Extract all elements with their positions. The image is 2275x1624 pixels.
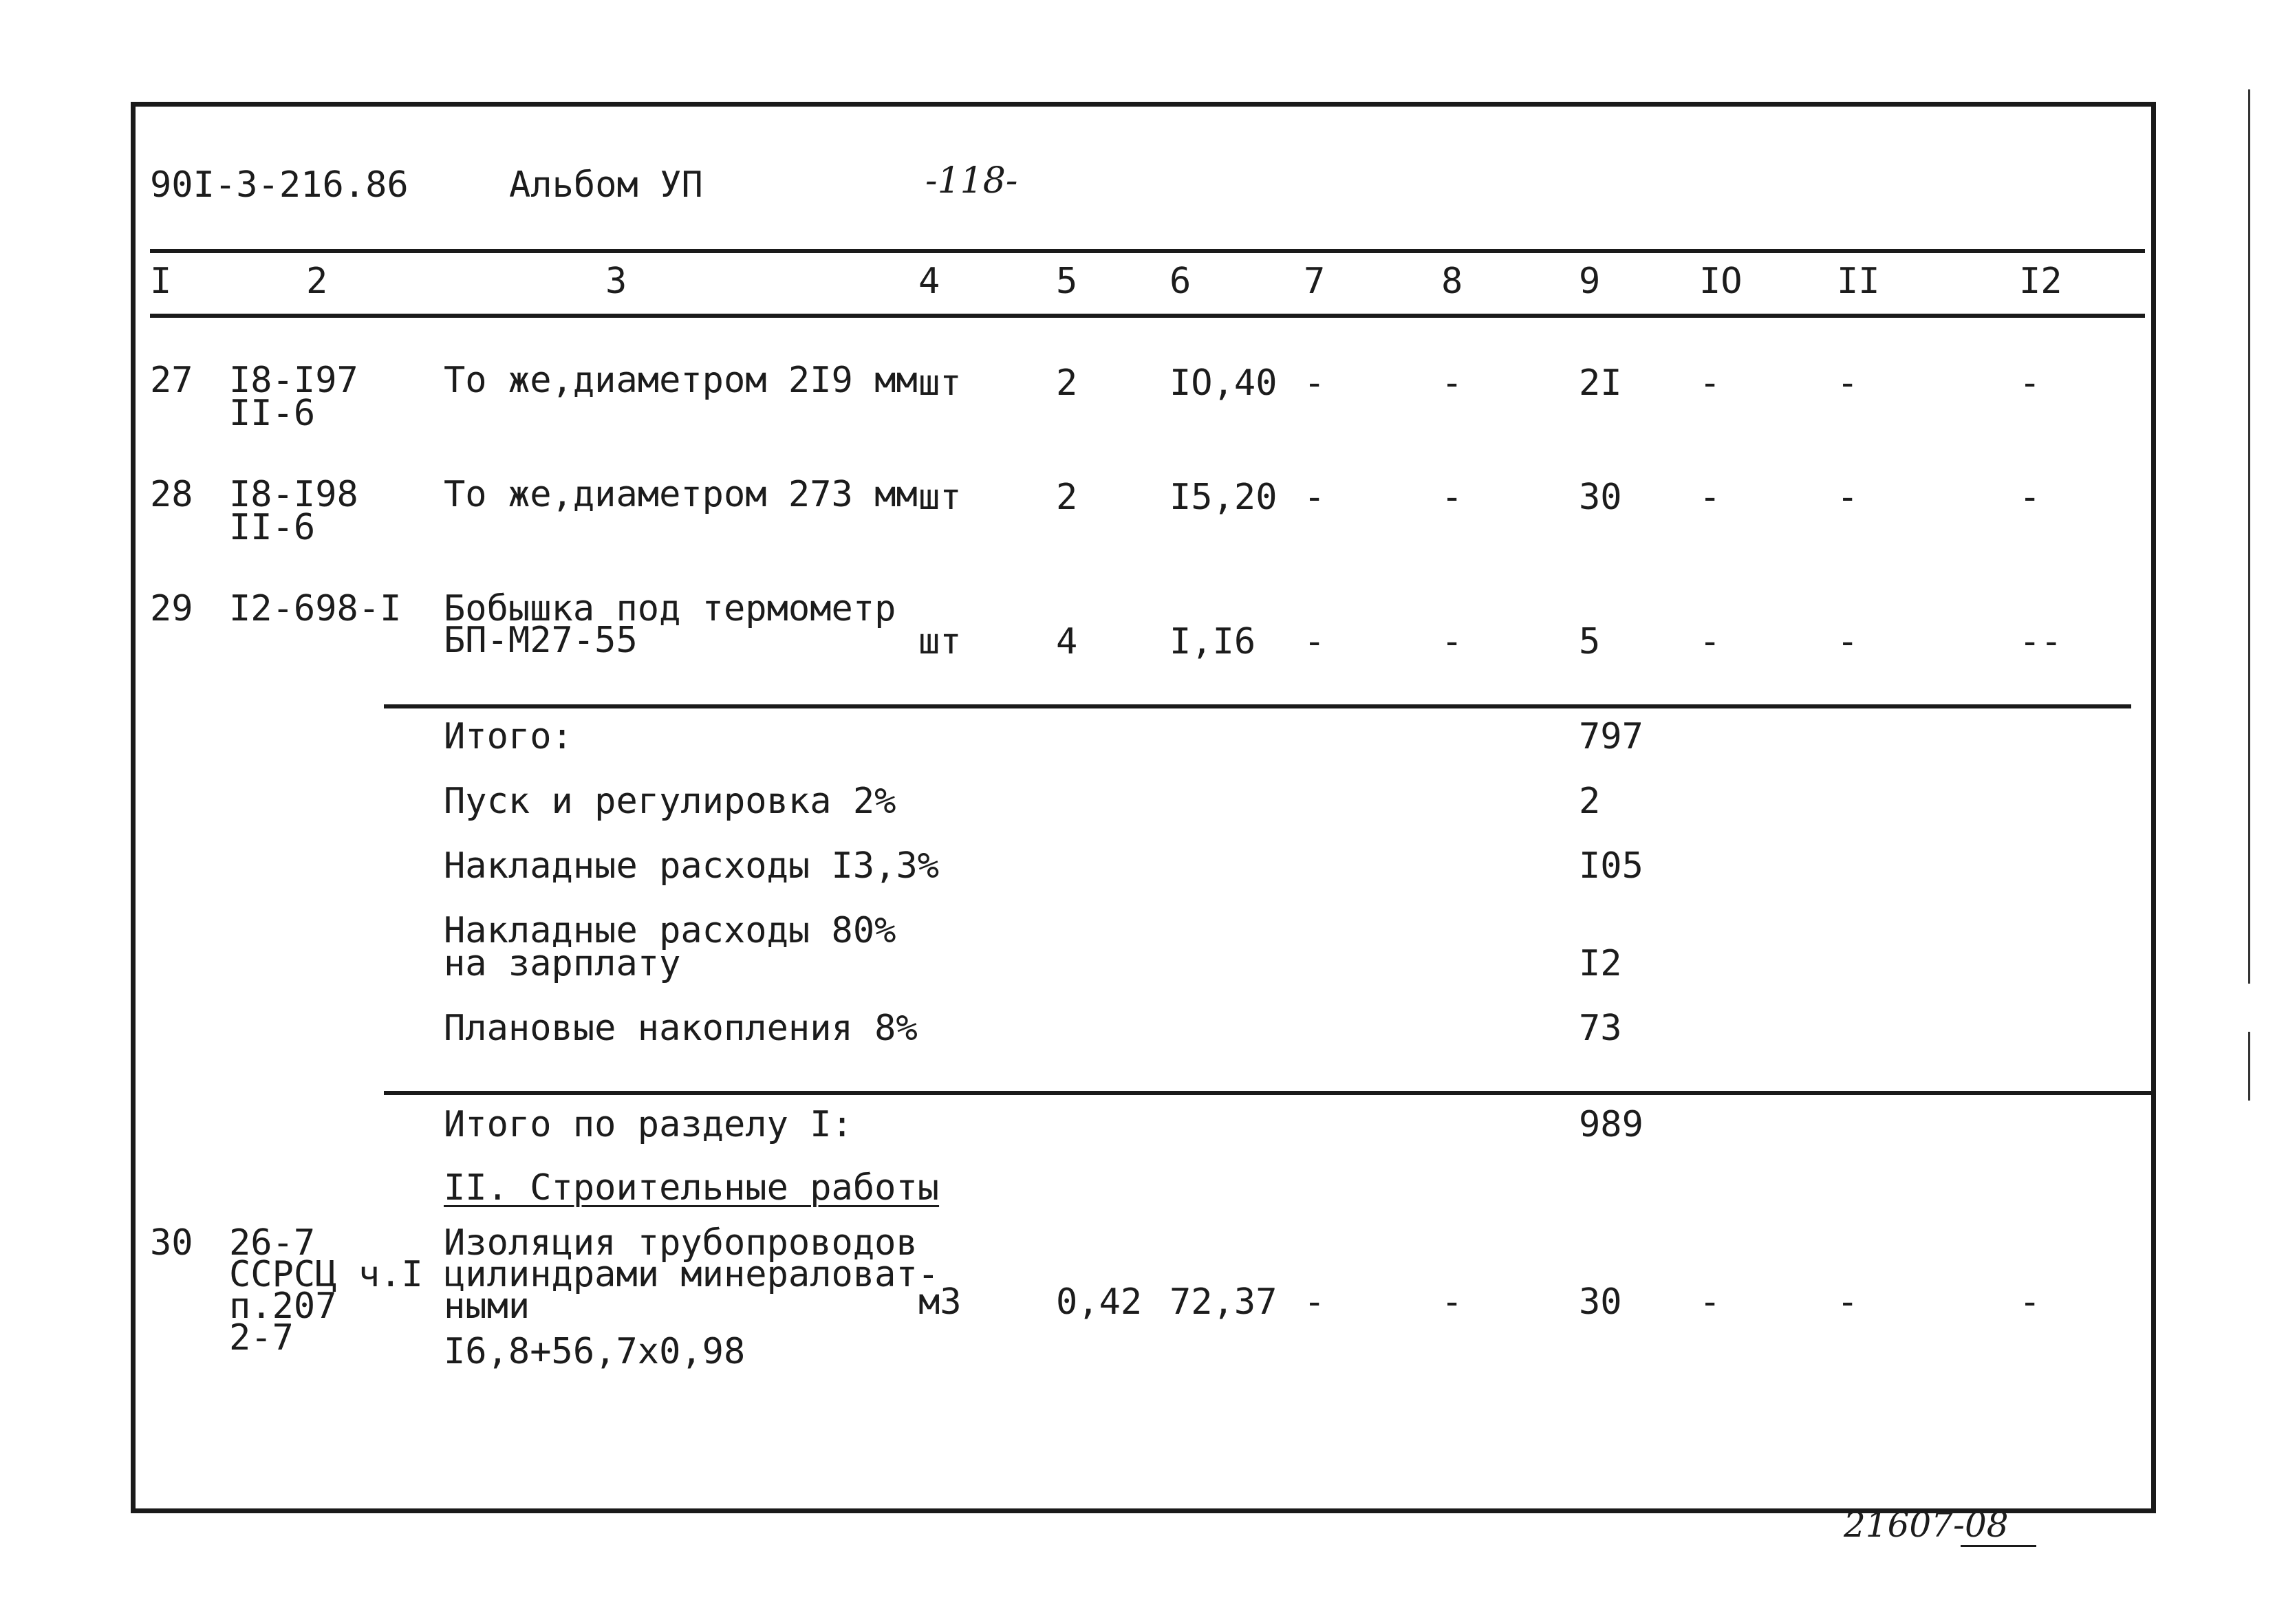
row-name: Бобышка под термометр xyxy=(444,588,896,629)
summary-planned-label: Плановые накопления 8% xyxy=(444,1008,918,1049)
summary-total-value: 797 xyxy=(1579,716,1643,757)
row-col10: - xyxy=(1699,477,1721,518)
row-price: 72,37 xyxy=(1169,1281,1277,1323)
col-header-7: 7 xyxy=(1304,261,1326,302)
section-total-label: Итого по разделу I: xyxy=(444,1104,853,1145)
summary-overhead-wage-label-line2: на зарплату xyxy=(444,943,681,984)
summary-overhead-wage-value: I2 xyxy=(1579,943,1622,984)
header-bottom-rule xyxy=(150,314,2145,318)
row-code: I8-I97 xyxy=(229,360,358,401)
row-col12: - xyxy=(2019,1281,2041,1323)
col-header-11: II xyxy=(1837,261,1880,302)
row-col11: - xyxy=(1837,1281,1859,1323)
col-header-10: IO xyxy=(1699,261,1743,302)
summary-overhead-wage-label: Накладные расходы 80% xyxy=(444,910,896,951)
row-col9: 30 xyxy=(1579,477,1622,518)
subtotal-rule xyxy=(384,704,2131,708)
row-col8: - xyxy=(1441,362,1463,404)
col-header-3: 3 xyxy=(605,261,627,302)
row-code-line2: ССРСЦ ч.I xyxy=(229,1254,423,1295)
row-col8: - xyxy=(1441,621,1463,662)
row-code-line2: II-6 xyxy=(229,393,316,434)
row-col7: - xyxy=(1304,477,1326,518)
row-unit: м3 xyxy=(918,1281,962,1323)
row-qty: 2 xyxy=(1056,362,1078,404)
row-qty: 0,42 xyxy=(1056,1281,1143,1323)
row-code-line4: 2-7 xyxy=(229,1317,294,1358)
row-unit: шт xyxy=(918,362,962,404)
col-header-8: 8 xyxy=(1441,261,1463,302)
row-name: Изоляция трубопроводов xyxy=(444,1222,918,1264)
row-col11: - xyxy=(1837,477,1859,518)
row-col12: - xyxy=(2019,362,2041,404)
col-header-1: I xyxy=(150,261,172,302)
section-total-value: 989 xyxy=(1579,1104,1643,1145)
row-no: 29 xyxy=(150,588,193,629)
col-header-2: 2 xyxy=(306,261,328,302)
page-number: -118- xyxy=(925,160,1018,202)
row-col10: - xyxy=(1699,621,1721,662)
row-code: I8-I98 xyxy=(229,474,358,515)
row-col9: 30 xyxy=(1579,1281,1622,1323)
col-header-12: I2 xyxy=(2019,261,2062,302)
row-name-line2: БП-М27-55 xyxy=(444,620,638,661)
section-total-rule xyxy=(384,1091,2152,1095)
album-label: Альбом УП xyxy=(509,164,703,206)
row-col8: - xyxy=(1441,1281,1463,1323)
row-col11: - xyxy=(1837,362,1859,404)
section2-title: II. Строительные работы xyxy=(444,1167,940,1209)
row-no: 30 xyxy=(150,1222,193,1264)
row-qty: 4 xyxy=(1056,621,1078,662)
row-no: 28 xyxy=(150,474,193,515)
row-col11: - xyxy=(1837,621,1859,662)
row-price: IO,40 xyxy=(1169,362,1277,404)
summary-startup-value: 2 xyxy=(1579,781,1601,822)
summary-total-label: Итого: xyxy=(444,716,573,757)
right-edge-dash xyxy=(2248,1032,2250,1101)
summary-overhead-label: Накладные расходы I3,3% xyxy=(444,845,940,887)
row-col9: 5 xyxy=(1579,621,1601,662)
row-formula: I6,8+56,7х0,98 xyxy=(444,1331,746,1372)
row-col7: - xyxy=(1304,621,1326,662)
row-code: 26-7 xyxy=(229,1222,316,1264)
right-edge-line xyxy=(2248,89,2250,984)
row-col8: - xyxy=(1441,477,1463,518)
row-col10: - xyxy=(1699,1281,1721,1323)
row-name-line2: цилиндрами минераловат- xyxy=(444,1254,940,1295)
footer-stamp-underline xyxy=(1961,1545,2036,1547)
row-col7: - xyxy=(1304,362,1326,404)
header-top-rule xyxy=(150,249,2145,253)
row-code-line2: II-6 xyxy=(229,507,316,548)
row-name: То же,диаметром 273 мм xyxy=(444,474,918,515)
row-col12: -- xyxy=(2019,621,2062,662)
summary-startup-label: Пуск и регулировка 2% xyxy=(444,781,896,822)
summary-overhead-value: I05 xyxy=(1579,845,1643,887)
row-col9: 2I xyxy=(1579,362,1622,404)
row-code-line3: п.207 xyxy=(229,1286,337,1327)
col-header-4: 4 xyxy=(918,261,940,302)
doc-code: 90I-3-216.86 xyxy=(150,164,409,206)
row-col7: - xyxy=(1304,1281,1326,1323)
row-unit: шт xyxy=(918,477,962,518)
row-col10: - xyxy=(1699,362,1721,404)
footer-stamp: 21607-08 xyxy=(1844,1505,2009,1545)
row-qty: 2 xyxy=(1056,477,1078,518)
summary-planned-value: 73 xyxy=(1579,1008,1622,1049)
col-header-9: 9 xyxy=(1579,261,1601,302)
row-col12: - xyxy=(2019,477,2041,518)
row-price: I,I6 xyxy=(1169,621,1256,662)
row-name: То же,диаметром 2I9 мм xyxy=(444,360,918,401)
row-name-line3: ными xyxy=(444,1286,530,1327)
row-unit: шт xyxy=(918,621,962,662)
row-price: I5,20 xyxy=(1169,477,1277,518)
row-code: I2-698-I xyxy=(229,588,402,629)
col-header-5: 5 xyxy=(1056,261,1078,302)
row-no: 27 xyxy=(150,360,193,401)
col-header-6: 6 xyxy=(1169,261,1192,302)
